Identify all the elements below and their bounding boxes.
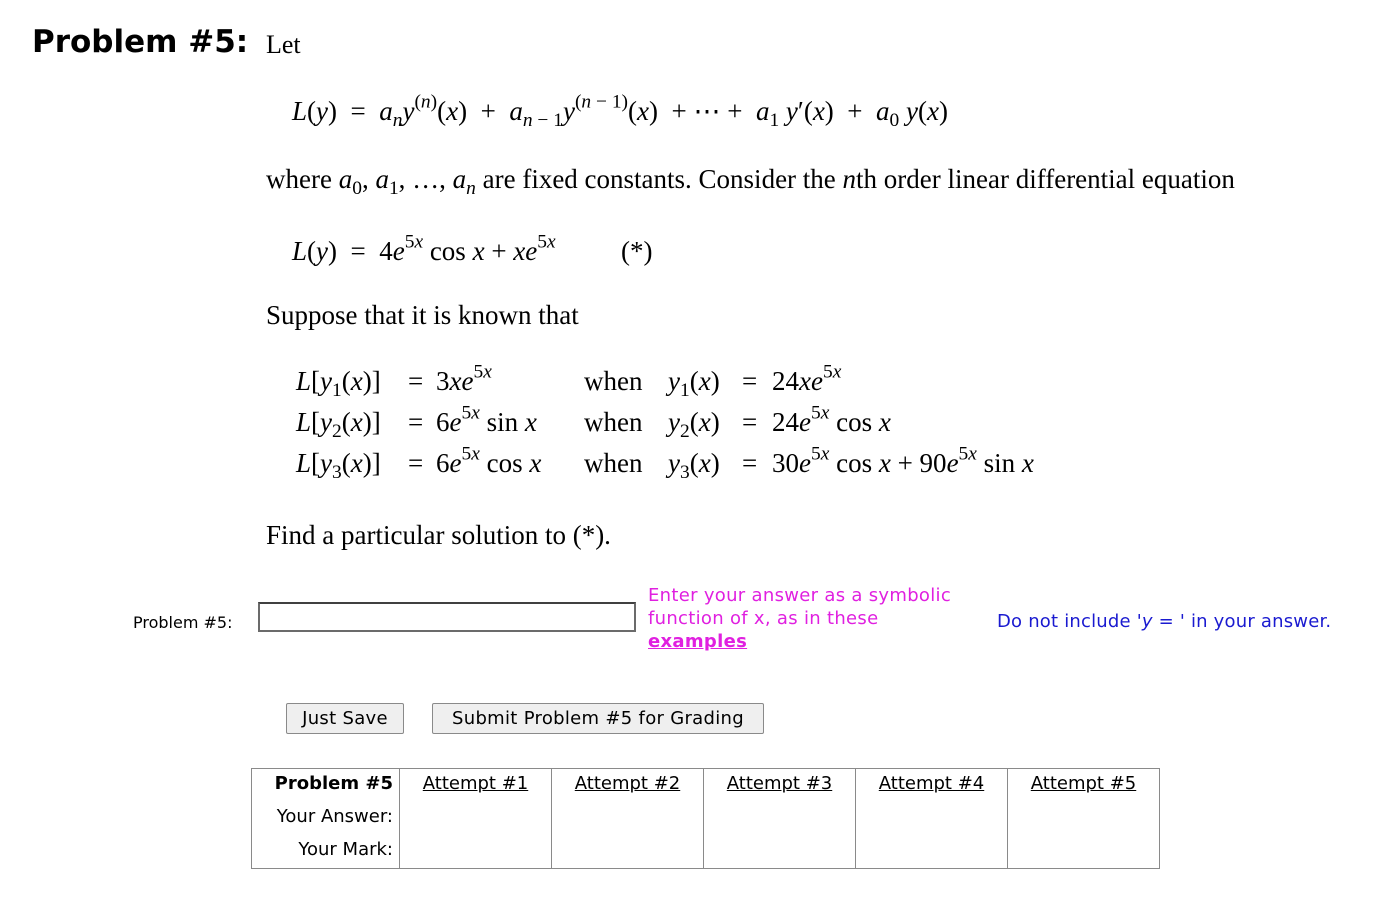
main-equation: $L(y) = 4e^{5x}$ $\cos x + xe^{5x}$ (292, 231, 556, 266)
your-mark-label: Your Mark: (298, 839, 393, 860)
attempt-link-5[interactable]: Attempt #5 (1030, 773, 1137, 794)
answer-note (997, 611, 1331, 632)
answer-input[interactable] (258, 602, 636, 632)
attempt-link-1[interactable]: Attempt #1 (422, 773, 529, 794)
attempt-link-4[interactable]: Attempt #4 (878, 773, 985, 794)
attempt-column (1008, 769, 1160, 869)
note-prefix: Do not include ' (997, 611, 1142, 632)
attempts-label-column (252, 769, 400, 869)
attempt-column (400, 769, 552, 869)
main-equation-tag: (*) (621, 236, 653, 266)
find-text: Find a particular solution to (*). (266, 520, 611, 550)
constants-text-1: where (266, 164, 332, 194)
answer-label: Problem #5: (133, 613, 233, 632)
attempt-link-3[interactable]: Attempt #3 (726, 773, 833, 794)
operator-equation: $L(y) = a_ny^{(n)}(x) + a_{n - 1}y^{(n - 1)}(x)$ + ⋯ + $a_1$ $y'(x) + a_0$ y(x) (292, 91, 948, 131)
intro-text: Let (266, 30, 301, 59)
when-label: when (584, 366, 643, 396)
constants-text-3: th order linear differential equation (856, 164, 1235, 194)
attempts-table (251, 768, 1160, 869)
note-suffix: = ' in your answer. (1152, 611, 1332, 632)
attempts-header: Problem #5 (274, 773, 393, 794)
attempt-column (856, 769, 1008, 869)
your-answer-label: Your Answer: (276, 806, 393, 827)
note-y: y (1141, 611, 1153, 632)
constants-sentence: where $a_0$, $a_1$, …, $a_n$ are fixed constants. Consider the nth order linear differential equation (266, 164, 1235, 199)
when-label: when (584, 407, 643, 437)
suppose-text: Suppose that it is known that (266, 300, 579, 330)
hint-text: Enter your answer as a symbolic function of x, as in these (648, 585, 952, 629)
answer-hint (648, 584, 978, 653)
attempt-link-2[interactable]: Attempt #2 (574, 773, 681, 794)
just-save-button[interactable]: Just Save (286, 703, 404, 734)
submit-button[interactable]: Submit Problem #5 for Grading (432, 703, 764, 734)
attempt-column (552, 769, 704, 869)
examples-link[interactable]: examples (648, 631, 748, 652)
problem-title: Problem #5: (32, 24, 249, 60)
constants-text-2: are fixed constants. Consider the (482, 164, 836, 194)
attempt-column (704, 769, 856, 869)
cases-block: $L[y_1(x)]$ = $3xe^{5x}$ when $y_1(x)$ = $24xe^{5x}$ $L[y_2(x)]$ = $6e^{5x}$ sin x when $y_2(x)$ = $24e^{5x}$ cos x $L[y_3(x)]$ = $6e^{5x}$ cos x when $y_3(x)$ = $30e^{5x}$ $\cos x + 90e^{5x}$ sin x (296, 361, 1034, 483)
when-label: when (584, 448, 643, 478)
